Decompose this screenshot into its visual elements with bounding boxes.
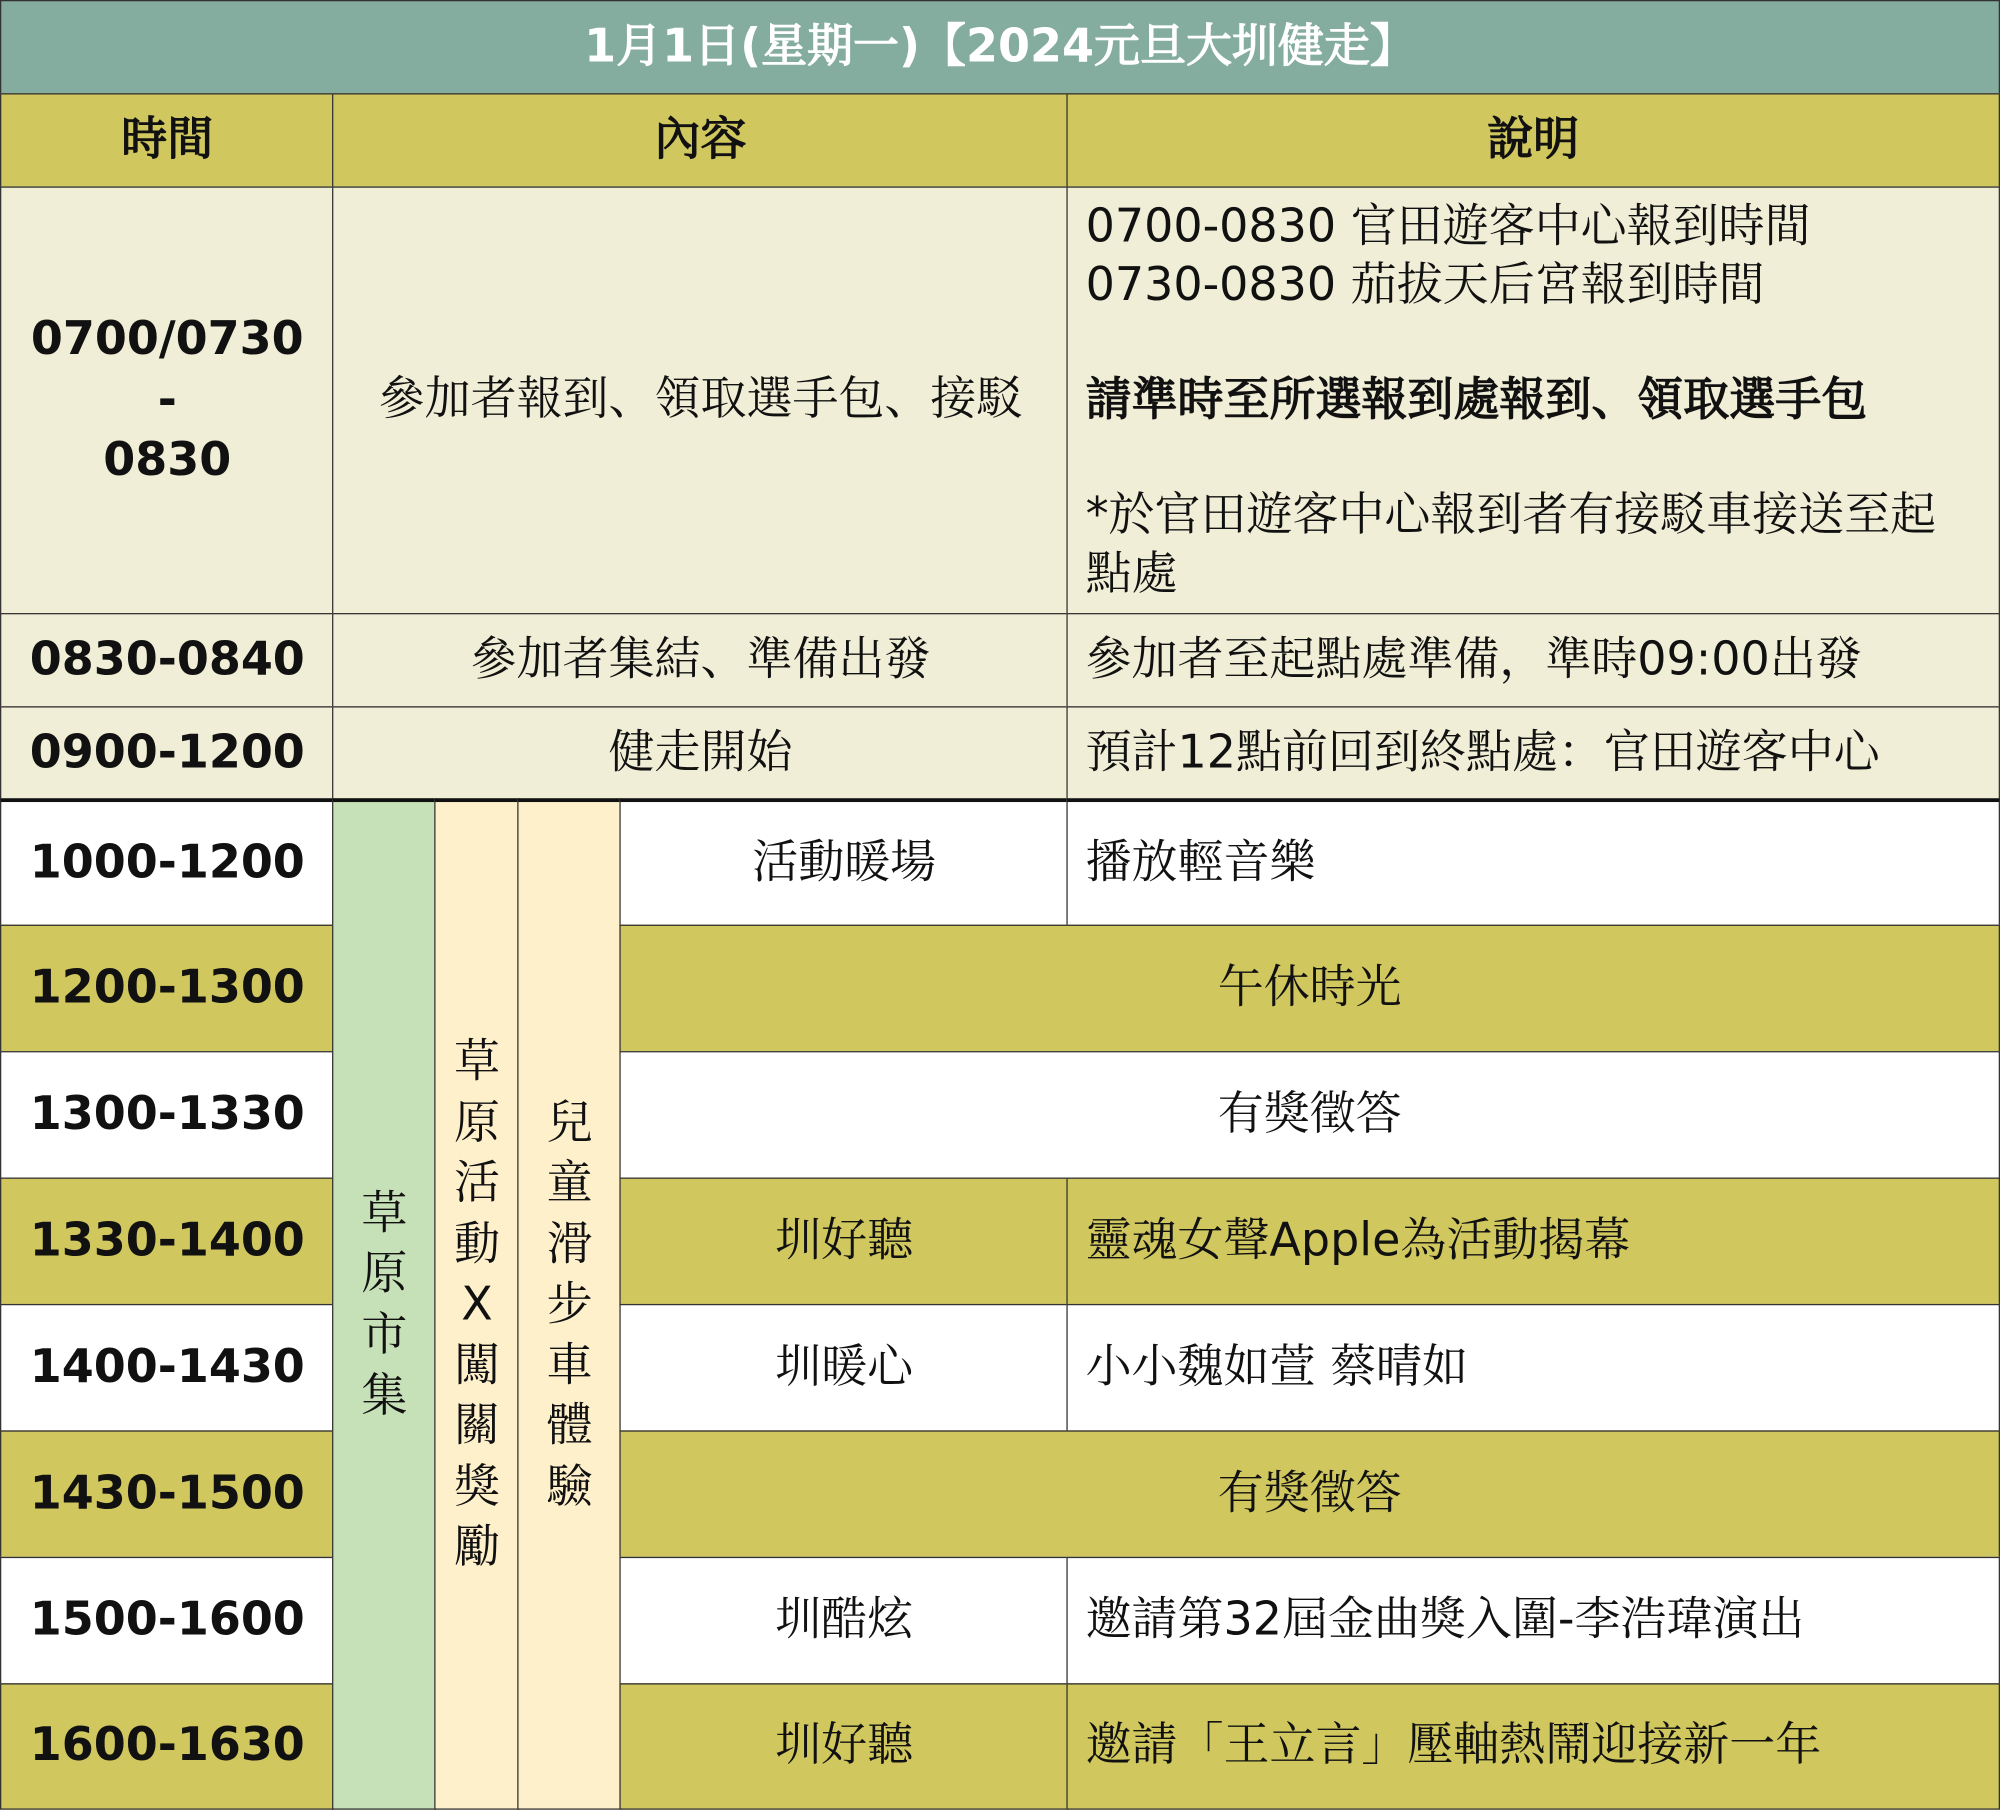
market-char: 集 <box>361 1369 408 1423</box>
market-char: 草 <box>361 1187 408 1241</box>
sched-content-4: 圳好聽 <box>619 1178 1069 1306</box>
sched-desc-7: 邀請第32屆金曲獎入圍-李浩瑋演出 <box>1066 1557 2000 1685</box>
row3-description: 預計12點前回到終點處：官田遊客中心 <box>1066 706 2000 801</box>
activity-char: 關 <box>454 1400 501 1453</box>
activity-char: 獎 <box>454 1460 501 1514</box>
row3-content: 健走開始 <box>332 706 1069 801</box>
kids-balance-bike-column <box>517 798 622 1809</box>
activity-char: 原 <box>454 1096 501 1150</box>
sched-content-5: 圳暖心 <box>619 1304 1069 1432</box>
market-char: 原 <box>361 1248 408 1301</box>
row1-time <box>0 186 335 614</box>
sched-desc-8: 邀請「王立言」壓軸熱鬧迎接新一年 <box>1066 1683 2000 1809</box>
market-char: 市 <box>361 1309 408 1362</box>
kids-char: 驗 <box>546 1460 593 1514</box>
activity-char: 動 <box>454 1218 501 1271</box>
row3-time: 0900-1200 <box>0 706 335 801</box>
activity-char: 勵 <box>454 1521 501 1574</box>
kids-char: 滑 <box>546 1218 593 1271</box>
row1-desc-line1: 0700-0830 官田遊客中心報到時間 <box>1085 200 1811 253</box>
sched-desc-4: 靈魂女聲Apple為活動揭幕 <box>1066 1178 2000 1306</box>
header-time: 時間 <box>0 93 335 188</box>
row2-content: 參加者集結、準備出發 <box>332 613 1069 708</box>
row1-time-start: 0700/0730 <box>30 313 304 366</box>
activity-char: X <box>461 1278 493 1332</box>
table-title: 1月1日(星期一)【2024元旦大圳健走】 <box>0 0 2000 95</box>
row1-time-end: 0830 <box>103 434 232 487</box>
sched-merged-3: 有獎徵答 <box>619 1051 2000 1179</box>
activity-char: 草 <box>454 1035 501 1089</box>
row1-desc-shuttle-cont: 點處 <box>1085 548 1178 601</box>
sched-merged-2: 午休時光 <box>619 925 2000 1053</box>
sched-time-3: 1300-1330 <box>0 1051 335 1179</box>
kids-char: 步 <box>546 1278 593 1332</box>
grassland-activity-column <box>434 798 520 1809</box>
sched-content-7: 圳酷炫 <box>619 1557 1069 1685</box>
header-description: 說明 <box>1066 93 2000 188</box>
sched-content-8: 圳好聽 <box>619 1683 1069 1809</box>
row1-desc-notice: 請準時至所選報到處報到、領取選手包 <box>1085 374 1868 427</box>
row1-description <box>1066 186 2000 614</box>
sched-time-1: 1000-1200 <box>0 798 335 926</box>
row1-content: 參加者報到、領取選手包、接駁 <box>332 186 1069 614</box>
activity-char: 活 <box>454 1157 501 1210</box>
row1-desc-shuttle: *於官田遊客中心報到者有接駁車接送至起 <box>1085 489 1937 542</box>
activity-char: 闖 <box>454 1339 501 1392</box>
grassland-market-column <box>332 798 437 1809</box>
row1-desc-line2: 0730-0830 茄拔天后宮報到時間 <box>1085 259 1765 312</box>
sched-desc-1: 播放輕音樂 <box>1066 798 2000 926</box>
header-content: 內容 <box>332 93 1069 188</box>
sched-time-2: 1200-1300 <box>0 925 335 1053</box>
sched-time-4: 1330-1400 <box>0 1178 335 1306</box>
sched-merged-6: 有獎徵答 <box>619 1430 2000 1558</box>
row1-time-dash: - <box>157 373 177 427</box>
row2-description: 參加者至起點處準備，準時09:00出發 <box>1066 613 2000 708</box>
sched-time-5: 1400-1430 <box>0 1304 335 1432</box>
kids-char: 體 <box>546 1400 593 1453</box>
sched-desc-5: 小小魏如萱 蔡晴如 <box>1066 1304 2000 1432</box>
kids-char: 童 <box>546 1157 593 1210</box>
sched-content-1: 活動暖場 <box>619 798 1069 926</box>
row2-time: 0830-0840 <box>0 613 335 708</box>
sched-time-7: 1500-1600 <box>0 1557 335 1685</box>
kids-char: 兒 <box>546 1096 593 1150</box>
sched-time-6: 1430-1500 <box>0 1430 335 1558</box>
kids-char: 車 <box>546 1339 593 1392</box>
sched-time-8: 1600-1630 <box>0 1683 335 1809</box>
